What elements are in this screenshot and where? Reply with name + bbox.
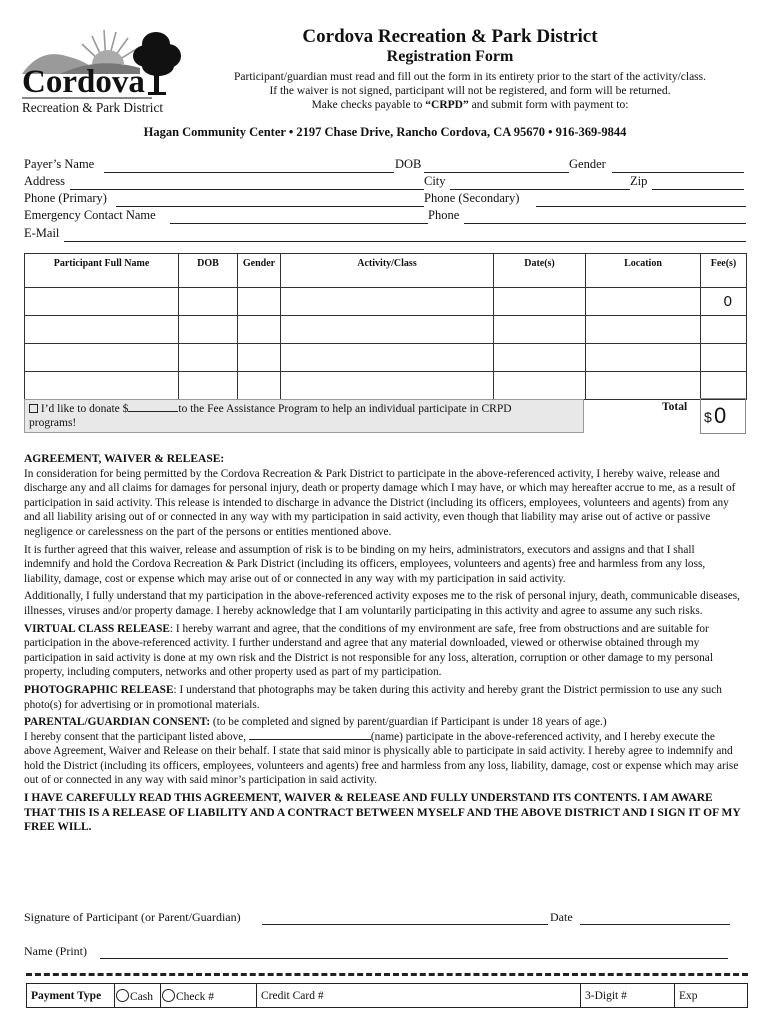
cell-gender[interactable] [238,288,281,316]
payer-name-label: Payer’s Name [24,157,95,171]
page-title: Cordova Recreation & Park District [302,26,598,47]
total-currency: $ [704,409,712,425]
total-amount [700,398,746,434]
participant-table [24,253,747,400]
check-label: Check # [176,990,215,1003]
gender-field[interactable] [612,172,744,173]
table-row [25,344,747,372]
check-option[interactable] [161,984,257,1008]
table-header-row [25,254,747,288]
signature-field[interactable] [262,924,548,925]
date-label: Date [550,910,573,924]
intro-text [190,70,750,112]
print-name-field[interactable] [100,958,728,959]
cell-activity[interactable] [281,372,494,400]
cell-location[interactable] [586,288,701,316]
cut-line [26,973,748,976]
cell-location[interactable] [586,372,701,400]
col-gender: Gender [238,254,281,288]
agreement-p1: In consideration for being permitted by the Cordova Recreation & Park District to participate in the above-referenced activity, I hereby waive, release and discharge any and all claims for damages for personal injury, death or property damage which I may have, or which may hereafter accrue to me, as a result of participation in said activity. This release is intended to discharge in advance the District (including its officers, employees, volunteers and agents) from any and all liability arising out of or connected in any way with my participation in said activity, even though that liability may arise out of active or passive negligence or carelessness on the part of the persons or entities mentioned above. [24,467,736,538]
col-activity: Activity/Class [281,254,494,288]
zip-field[interactable] [652,189,744,190]
intro-line-1: Participant/guardian must read and fill out the form in its entirety prior to the start of the activity/class. [233,71,707,83]
three-digit-field[interactable]: 3-Digit # [581,984,675,1008]
phone-secondary-label: Phone (Secondary) [424,191,520,205]
cell-activity[interactable] [281,288,494,316]
col-location: Location [586,254,701,288]
cell-name[interactable] [25,288,179,316]
agreement-p3: Additionally, I fully understand that my participation in the above-referenced activity exposes me to the risk of personal injury, death, communicable diseases, illnesses, viruses and/or property damage. I hereby acknowledge that I am voluntarily participating in this activity and agree to assume any such risks. [24,590,740,617]
cell-activity[interactable] [281,344,494,372]
exp-field[interactable]: Exp [675,984,748,1008]
cell-dob[interactable] [179,288,238,316]
cell-fee[interactable]: 0 [701,288,747,316]
parental-consent: PARENTAL/GUARDIAN CONSENT: (to be completed and signed by parent/guardian if Participant is under 18 years of age.) I hereby consent that the participant listed above, (name) participate in the above-referenced activity, and I hereby execute the above Agreement, Waiver and Release on their behalf. I state that said minor is physically able to participate in said activity. I hereby agree to indemnify and hold the District (including its officers, employees, volunteers and agents) free and harmless from any loss, liability, damage, cost or expense which may arise out of or connected in any way with said minor’s participation in said activity. [24,716,739,787]
address-field[interactable] [70,189,424,190]
table-row [25,372,747,400]
cell-gender[interactable] [238,344,281,372]
emergency-phone-label: Phone [428,208,460,222]
phone-primary-field[interactable] [116,206,424,207]
gender-label: Gender [569,157,606,171]
dob-field[interactable] [424,172,569,173]
cell-gender[interactable] [238,316,281,344]
final-statement: I HAVE CAREFULLY READ THIS AGREEMENT, WAIVER & RELEASE AND FULLY UNDERSTAND ITS CONTENTS. I AM AWARE THAT THIS IS A RELEASE OF LIABILITY AND A CONTRACT BETWEEN MYSELF AND THE ABOVE DISTRICT AND I SIGN IT OF MY FREE WILL. [24,792,741,834]
emergency-contact-field[interactable] [170,223,428,224]
cell-dates[interactable] [494,288,586,316]
cell-dob[interactable] [179,372,238,400]
cell-dob[interactable] [179,316,238,344]
payment-type-label: Payment Type [27,984,115,1008]
cordova-logo [20,22,185,117]
check-radio[interactable] [162,989,175,1002]
cell-fee[interactable] [701,316,747,344]
cell-dates[interactable] [494,372,586,400]
payment-table [26,983,748,1008]
intro-line-3: Make checks payable to “CRPD” and submit form with payment to: [311,99,629,111]
cell-gender[interactable] [238,372,281,400]
donate-amount-field[interactable] [128,411,178,412]
donate-text-b: to the Fee Assistance Program to help an individual participate in CRPD [178,403,512,415]
page-subtitle: Registration Form [386,48,514,65]
total-label: Total [662,401,688,413]
virtual-release: VIRTUAL CLASS RELEASE: I hereby warrant and agree, that the conditions of my environment are safe, free from obstructions and are suitable for participation in the above-referenced activity. I further understand and agree that any material downloaded, viewed or otherwise obtained through my participation in said activity is done at my own risk and the District is not responsible for any loss, alteration, corruption or other damage to my personal property, including computers, networks and other property used as part of my participation. [24,622,713,679]
dob-label: DOB [395,157,422,171]
center-address: Hagan Community Center • 2197 Chase Drive, Rancho Cordova, CA 95670 • 916-369-9844 [143,125,627,139]
date-field[interactable] [580,924,730,925]
cell-dates[interactable] [494,344,586,372]
logo-subtitle: Recreation & Park District [22,100,163,115]
signature-label: Signature of Participant (or Parent/Guardian) [24,910,241,924]
address-label: Address [24,174,65,188]
logo-wordmark: Cordova [22,64,145,100]
cash-label: Cash [130,990,153,1003]
cell-fee[interactable] [701,344,747,372]
donation-box [24,399,584,433]
emergency-phone-field[interactable] [464,223,746,224]
city-field[interactable] [450,189,630,190]
col-dates: Date(s) [494,254,586,288]
cash-option[interactable] [115,984,161,1008]
photo-release: PHOTOGRAPHIC RELEASE: I understand that photographs may be taken during this activity and hereby grant the District permission to use any such photo(s) for advertising or in promotional materials. [24,683,722,711]
table-row [25,316,747,344]
cell-dates[interactable] [494,316,586,344]
emergency-contact-label: Emergency Contact Name [24,208,156,222]
email-field[interactable] [64,241,746,242]
print-name-label: Name (Print) [24,944,87,958]
col-dob: DOB [179,254,238,288]
cell-location[interactable] [586,316,701,344]
cell-activity[interactable] [281,316,494,344]
minor-name-field[interactable] [249,739,371,740]
agreement-p2: It is further agreed that this waiver, release and assumption of risk is to be binding on my heirs, administrators, executors and assigns and that I shall indemnify and hold the Cordova Recreation & Park District (including its officers, employees, volunteers and agents) free and harmless from any loss, liability, damage, cost or expense which may arise out of or connected in any way with my participation in said activity. [24,543,706,585]
total-value: 0 [714,403,727,428]
cell-name[interactable] [25,344,179,372]
email-label: E-Mail [24,226,60,240]
phone-primary-label: Phone (Primary) [24,191,107,205]
cell-name[interactable] [25,372,179,400]
agreement-heading: AGREEMENT, WAIVER & RELEASE: [24,453,225,465]
col-fees: Fee(s) [701,254,747,288]
phone-secondary-field[interactable] [536,206,746,207]
intro-line-2: If the waiver is not signed, participant will not be registered, and form will be returned. [269,85,671,97]
agreement-section [24,452,742,838]
city-label: City [424,174,446,188]
donate-text-c: programs! [29,417,77,429]
table-row [25,288,747,316]
cell-name[interactable] [25,316,179,344]
donate-text-a: I’d like to donate $ [40,403,129,415]
cash-radio[interactable] [116,989,129,1002]
donate-checkbox[interactable] [29,404,38,413]
col-participant-name: Participant Full Name [25,254,179,288]
payer-name-field[interactable] [104,172,394,173]
zip-label: Zip [630,174,648,188]
cell-dob[interactable] [179,344,238,372]
cell-fee[interactable] [701,372,747,400]
cell-location[interactable] [586,344,701,372]
credit-card-field[interactable]: Credit Card # [257,984,581,1008]
